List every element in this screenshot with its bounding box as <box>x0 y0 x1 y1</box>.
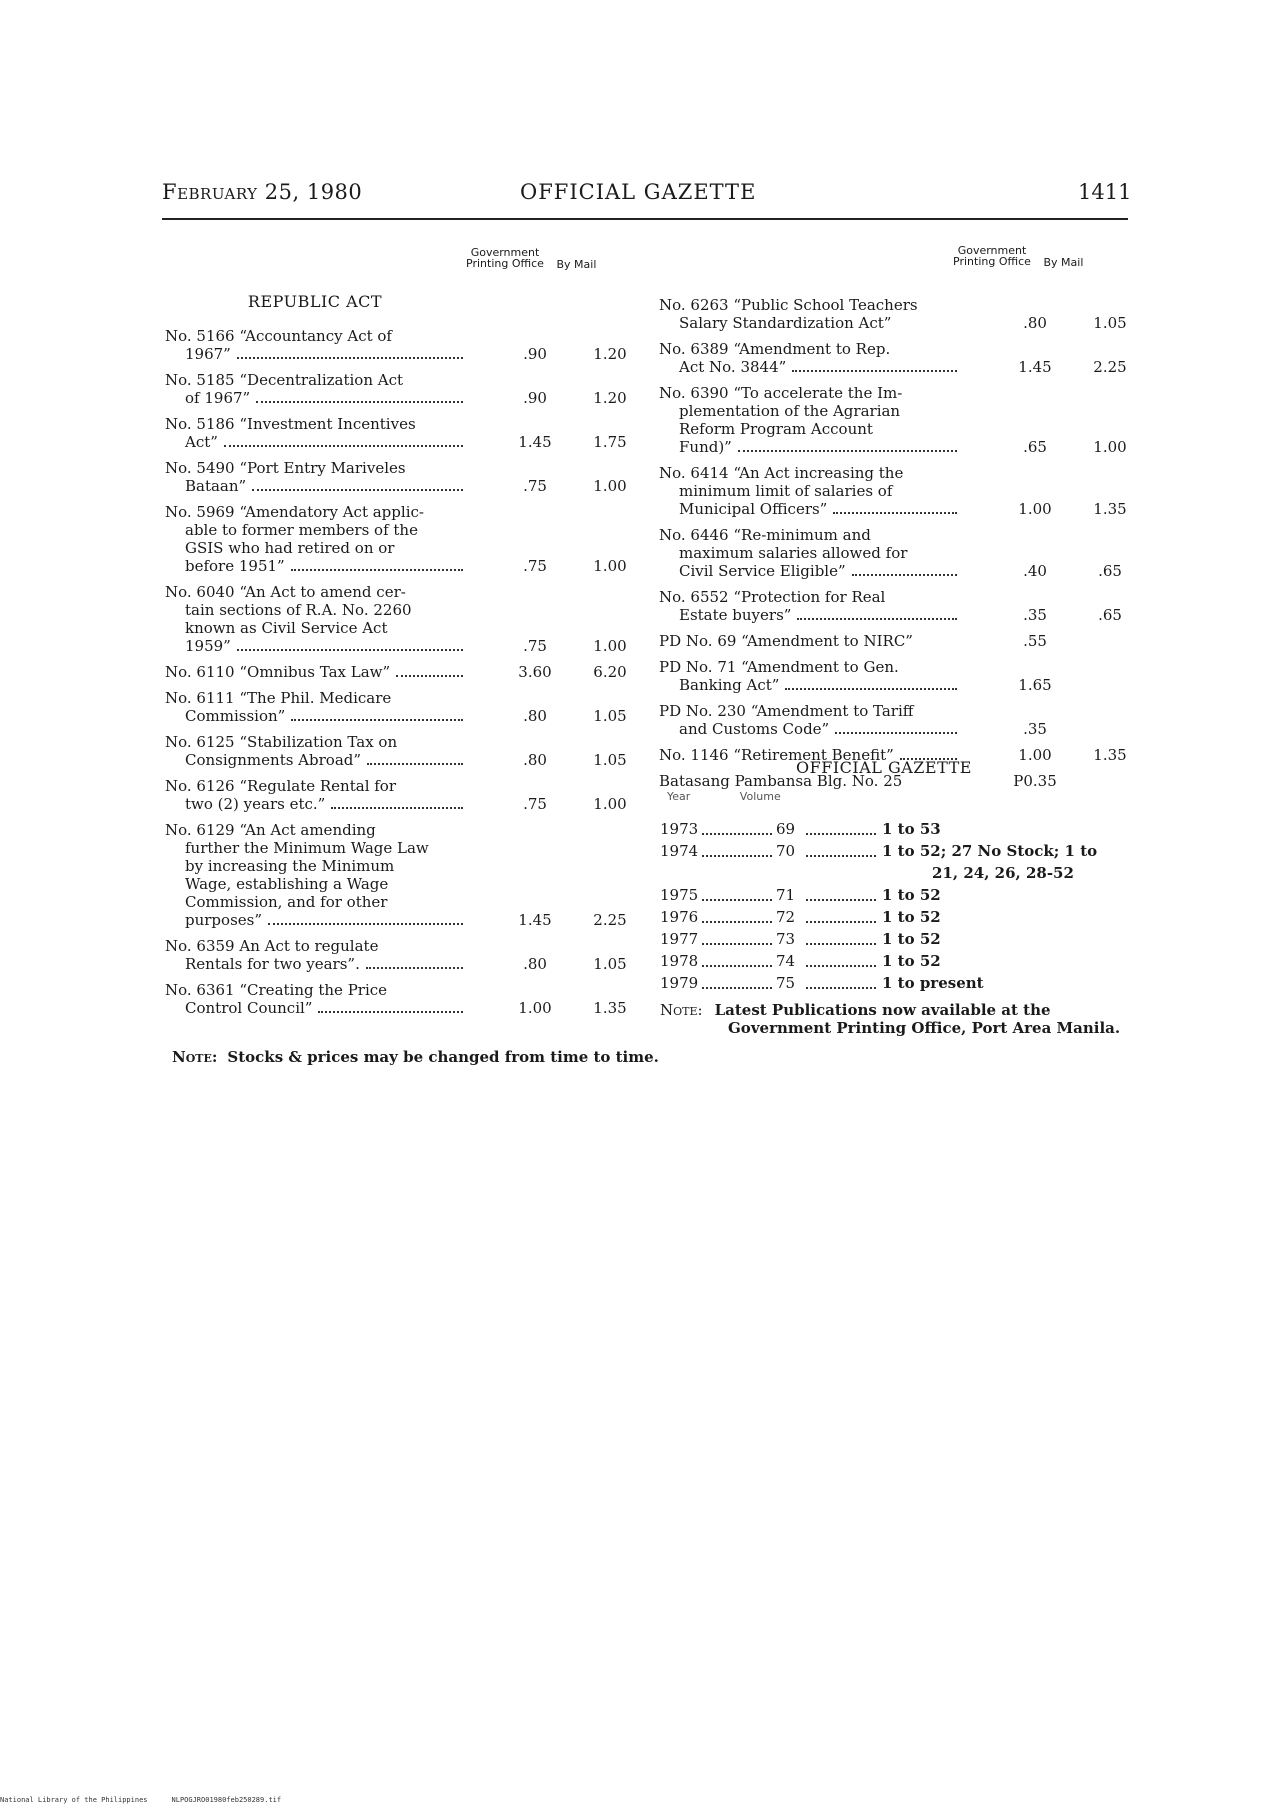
gpo-price: .75 <box>523 477 547 495</box>
entry-line: No. 6126 “Regulate Rental for <box>165 777 397 795</box>
entry-text <box>165 371 463 407</box>
right-gpo-label: Government Printing Office <box>953 244 1031 268</box>
right-entry <box>659 526 1139 580</box>
entry-line: No. 5185 “Decentralization Act <box>165 371 404 389</box>
right-items <box>659 296 1139 790</box>
right-entry <box>659 296 1139 332</box>
entry-line: plementation of the Agrarian <box>679 402 901 420</box>
dot-leader <box>852 574 957 576</box>
entry-line: No. 6414 “An Act increasing the <box>659 464 904 482</box>
dot-leader <box>835 732 957 734</box>
mail-price: .65 <box>1098 562 1122 580</box>
entry-line: able to former members of the <box>185 521 418 539</box>
dot-leader <box>738 450 957 452</box>
gazette-row <box>660 906 1140 928</box>
mail-price: 1.00 <box>593 637 627 655</box>
entry-text <box>659 632 957 650</box>
left-price-list <box>165 293 645 1025</box>
entry-line: Wage, establishing a Wage <box>185 875 389 893</box>
entry-line: PD No. 69 “Amendment to NIRC” <box>659 632 913 650</box>
entry-last-line: Fund)” <box>679 438 732 456</box>
gazette-year: 1978 <box>660 952 699 970</box>
entry-line: No. 5166 “Accountancy Act of <box>165 327 392 345</box>
gpo-price: .65 <box>1023 438 1047 456</box>
left-entry <box>165 503 645 575</box>
mail-price: 2.25 <box>593 911 627 929</box>
gazette-row-continued <box>660 862 1140 884</box>
dot-leader <box>806 965 876 967</box>
right-entry <box>659 658 1139 694</box>
gazette-year: 1975 <box>660 886 699 904</box>
gazette-issues: 1 to 52 <box>882 886 941 904</box>
dot-leader <box>797 618 957 620</box>
volume-label: Volume <box>739 790 781 803</box>
gazette-volume: 72 <box>776 908 796 926</box>
dot-leader <box>291 569 463 571</box>
gazette-row <box>660 972 1140 994</box>
right-price-list <box>659 296 1139 798</box>
entry-line: No. 6446 “Re-minimum and <box>659 526 871 544</box>
right-entry <box>659 702 1139 738</box>
header-title: OFFICIAL GAZETTE <box>520 180 757 204</box>
gazette-issues: 21, 24, 26, 28-52 <box>932 864 1074 882</box>
gazette-row <box>660 928 1140 950</box>
mail-price: 1.35 <box>1093 746 1127 764</box>
dot-leader <box>366 967 463 969</box>
entry-text <box>659 588 957 624</box>
entry-line: No. 6390 “To accelerate the Im- <box>659 384 903 402</box>
entry-last-line: Act No. 3844” <box>679 358 787 376</box>
gpo-price: .55 <box>1023 632 1047 650</box>
entry-text <box>165 663 463 681</box>
entry-last-line: Commission” <box>185 707 286 725</box>
left-entry <box>165 821 645 929</box>
footer-file: NLPOGJRO01980feb250289.tif <box>171 1796 282 1804</box>
left-gpo-label: Government Printing Office <box>466 246 544 270</box>
entry-line: further the Minimum Wage Law <box>185 839 429 857</box>
entry-text <box>165 327 463 363</box>
gpo-price: 1.00 <box>1018 746 1052 764</box>
gpo-price: 1.45 <box>518 433 552 451</box>
left-entry <box>165 733 645 769</box>
note-stocks-text: Stocks & prices may be changed from time to time. <box>227 1048 659 1066</box>
left-entry <box>165 583 645 655</box>
gazette-row <box>660 818 1140 840</box>
dot-leader <box>806 855 876 857</box>
note-publications <box>660 1001 1136 1037</box>
dot-leader <box>785 688 957 690</box>
dot-leader <box>806 899 876 901</box>
dot-leader <box>702 833 772 835</box>
dot-leader <box>806 987 876 989</box>
dot-leader <box>252 489 463 491</box>
entry-text <box>659 340 957 376</box>
gpo-price: 1.00 <box>1018 500 1052 518</box>
mail-price: 1.00 <box>593 477 627 495</box>
gazette-table-header <box>667 790 827 803</box>
gazette-volume: 69 <box>776 820 796 838</box>
entry-line: No. 6263 “Public School Teachers <box>659 296 918 314</box>
mail-price: 1.20 <box>593 389 627 407</box>
entry-line: No. 5490 “Port Entry Mariveles <box>165 459 406 477</box>
entry-text <box>659 658 957 694</box>
entry-last-line: Act” <box>185 433 218 451</box>
dot-leader <box>224 445 463 447</box>
gazette-row <box>660 950 1140 972</box>
entry-last-line: before 1951” <box>185 557 285 575</box>
scan-footer <box>0 1796 305 1804</box>
gazette-issues: 1 to 52 <box>882 930 941 948</box>
entry-line: No. 6359 An Act to regulate <box>165 937 379 955</box>
section-title-republic-act: REPUBLIC ACT <box>247 292 383 311</box>
dot-leader <box>291 719 463 721</box>
entry-text <box>659 464 957 518</box>
entry-last-line: and Customs Code” <box>679 720 830 738</box>
gazette-year: 1973 <box>660 820 699 838</box>
dot-leader <box>806 921 876 923</box>
mail-price: 1.00 <box>593 557 627 575</box>
gpo-price: 1.45 <box>1018 358 1052 376</box>
mail-price: 1.00 <box>593 795 627 813</box>
gazette-issues: 1 to 53 <box>882 820 941 838</box>
entry-text <box>659 384 957 456</box>
entry-line: No. 6129 “An Act amending <box>165 821 376 839</box>
gazette-issues: 1 to 52; 27 No Stock; 1 to <box>882 842 1098 860</box>
entry-line: No. 6361 “Creating the Price <box>165 981 388 999</box>
dot-leader <box>702 943 772 945</box>
mail-price: 1.05 <box>593 707 627 725</box>
gpo-price: .75 <box>523 795 547 813</box>
dot-leader <box>792 370 957 372</box>
right-entry <box>659 588 1139 624</box>
page-number: 1411 <box>1078 180 1132 204</box>
entry-text <box>165 459 463 495</box>
left-entry <box>165 663 645 681</box>
entry-text <box>659 702 957 738</box>
entry-last-line: 1967” <box>185 345 231 363</box>
entry-line: Batasang Pambansa Blg. No. 25 <box>659 772 903 790</box>
entry-text <box>165 937 463 973</box>
gazette-volume: 74 <box>776 952 796 970</box>
dot-leader <box>702 921 772 923</box>
gpo-price: .75 <box>523 637 547 655</box>
entry-line: No. 6389 “Amendment to Rep. <box>659 340 891 358</box>
entry-last-line: of 1967” <box>185 389 251 407</box>
dot-leader <box>256 401 463 403</box>
dot-leader <box>237 649 463 651</box>
entry-line: PD No. 71 “Amendment to Gen. <box>659 658 899 676</box>
entry-last-line: Bataan” <box>185 477 247 495</box>
gpo-price: 1.65 <box>1018 676 1052 694</box>
entry-last-line: No. 1146 “Retirement Benefit” <box>659 746 894 764</box>
gpo-price: .90 <box>523 389 547 407</box>
gpo-price: .35 <box>1023 606 1047 624</box>
entry-text <box>165 821 463 929</box>
entry-line: by increasing the Minimum <box>185 857 395 875</box>
dot-leader <box>331 807 463 809</box>
gazette-volume: 70 <box>776 842 796 860</box>
entry-last-line: Rentals for two years”. <box>185 955 360 973</box>
entry-last-line: two (2) years etc.” <box>185 795 326 813</box>
gpo-price: 1.00 <box>518 999 552 1017</box>
entry-text <box>659 296 957 332</box>
entry-last-line: Consignments Abroad” <box>185 751 362 769</box>
dot-leader <box>702 965 772 967</box>
entry-line: tain sections of R.A. No. 2260 <box>185 601 412 619</box>
left-mail-label: By Mail <box>556 257 597 271</box>
gpo-price: .80 <box>1023 314 1047 332</box>
dot-leader <box>396 675 463 677</box>
entry-text <box>165 777 463 813</box>
gazette-year: 1974 <box>660 842 699 860</box>
entry-last-line: Estate buyers” <box>679 606 792 624</box>
right-mail-label: By Mail <box>1043 255 1084 269</box>
left-entry <box>165 689 645 725</box>
right-entry <box>659 464 1139 518</box>
right-entry <box>659 340 1139 376</box>
dot-leader <box>702 899 772 901</box>
entry-last-line: purposes” <box>185 911 263 929</box>
entry-text <box>165 689 463 725</box>
dot-leader <box>806 943 876 945</box>
entry-line: maximum salaries allowed for <box>679 544 908 562</box>
header-date: February 25, 1980 <box>162 180 363 204</box>
dot-leader <box>833 512 957 514</box>
year-label: Year <box>667 790 691 803</box>
entry-line: No. 6040 “An Act to amend cer- <box>165 583 406 601</box>
entry-text <box>165 981 463 1017</box>
gazette-year: 1979 <box>660 974 699 992</box>
entry-line: No. 5186 “Investment Incentives <box>165 415 416 433</box>
gpo-price: .90 <box>523 345 547 363</box>
dot-leader <box>702 987 772 989</box>
left-entry <box>165 371 645 407</box>
note-publications-label: Note: <box>660 1001 703 1019</box>
mail-price: 1.35 <box>593 999 627 1017</box>
entry-last-line: Control Council” <box>185 999 313 1017</box>
mail-price: 1.75 <box>593 433 627 451</box>
entry-text <box>165 733 463 769</box>
left-entry <box>165 981 645 1017</box>
left-items <box>165 327 645 1017</box>
entry-last-line: 1959” <box>185 637 231 655</box>
entry-last-line: Civil Service Eligible” <box>679 562 846 580</box>
right-entry <box>659 384 1139 456</box>
gazette-row <box>660 884 1140 906</box>
entry-line: GSIS who had retired on or <box>185 539 395 557</box>
mail-price: 1.00 <box>1093 438 1127 456</box>
dot-leader <box>702 855 772 857</box>
mail-price: 1.05 <box>1093 314 1127 332</box>
entry-line: No. 6111 “The Phil. Medicare <box>165 689 392 707</box>
entry-line: Salary Standardization Act” <box>679 314 892 332</box>
gazette-year: 1977 <box>660 930 699 948</box>
entry-text <box>165 415 463 451</box>
dot-leader <box>268 923 463 925</box>
left-entry <box>165 937 645 973</box>
gpo-price: .40 <box>1023 562 1047 580</box>
left-column-headers <box>465 247 596 270</box>
mail-price: 1.35 <box>1093 500 1127 518</box>
entry-line: Reform Program Account <box>679 420 873 438</box>
entry-line: minimum limit of salaries of <box>679 482 893 500</box>
gazette-volume: 71 <box>776 886 796 904</box>
gpo-price: .35 <box>1023 720 1047 738</box>
note-stocks-label: Note: <box>172 1048 218 1066</box>
entry-line: Commission, and for other <box>185 893 388 911</box>
entry-line: PD No. 230 “Amendment to Tariff <box>659 702 914 720</box>
gazette-issues: 1 to 52 <box>882 952 941 970</box>
gpo-price: .75 <box>523 557 547 575</box>
note-publications-line1: Latest Publications now available at the <box>714 1001 1051 1019</box>
gpo-price: .80 <box>523 751 547 769</box>
mail-price: .65 <box>1098 606 1122 624</box>
entry-last-line: No. 6110 “Omnibus Tax Law” <box>165 663 391 681</box>
dot-leader <box>367 763 463 765</box>
mail-price: 1.20 <box>593 345 627 363</box>
gazette-issues: 1 to present <box>882 974 984 992</box>
gazette-issues: 1 to 52 <box>882 908 941 926</box>
entry-line: No. 6125 “Stabilization Tax on <box>165 733 398 751</box>
dot-leader <box>806 833 876 835</box>
dot-leader <box>318 1011 463 1013</box>
left-entry <box>165 415 645 451</box>
entry-last-line: Banking Act” <box>679 676 780 694</box>
entry-text <box>165 583 463 655</box>
mail-price: 1.05 <box>593 955 627 973</box>
left-entry <box>165 459 645 495</box>
gpo-price: .80 <box>523 955 547 973</box>
right-entry <box>659 632 1139 650</box>
gazette-table <box>660 818 1140 994</box>
header-rule <box>162 218 1128 220</box>
left-entry <box>165 327 645 363</box>
gazette-volume: 75 <box>776 974 796 992</box>
left-entry <box>165 777 645 813</box>
gazette-row <box>660 840 1140 862</box>
dot-leader <box>237 357 463 359</box>
mail-price: 2.25 <box>1093 358 1127 376</box>
mail-price: 1.05 <box>593 751 627 769</box>
gazette-volume: 73 <box>776 930 796 948</box>
mail-price: 6.20 <box>593 663 627 681</box>
gazette-year: 1976 <box>660 908 699 926</box>
note-stocks <box>172 1048 659 1066</box>
entry-last-line: Municipal Officers” <box>679 500 828 518</box>
entry-line: No. 6552 “Protection for Real <box>659 588 886 606</box>
footer-library: National Library of the Philippines <box>0 1796 148 1804</box>
entry-line: No. 5969 “Amendatory Act applic- <box>165 503 424 521</box>
entry-text <box>659 526 957 580</box>
gpo-price: 3.60 <box>518 663 552 681</box>
gpo-price: 1.45 <box>518 911 552 929</box>
entry-text <box>165 503 463 575</box>
note-publications-line2: Government Printing Office, Port Area Manila. <box>728 1019 1121 1037</box>
entry-line: known as Civil Service Act <box>185 619 388 637</box>
gazette-table-title: OFFICIAL GAZETTE <box>796 758 972 777</box>
right-column-headers <box>952 245 1083 268</box>
gpo-price: .80 <box>523 707 547 725</box>
gpo-price: P0.35 <box>1013 772 1057 790</box>
